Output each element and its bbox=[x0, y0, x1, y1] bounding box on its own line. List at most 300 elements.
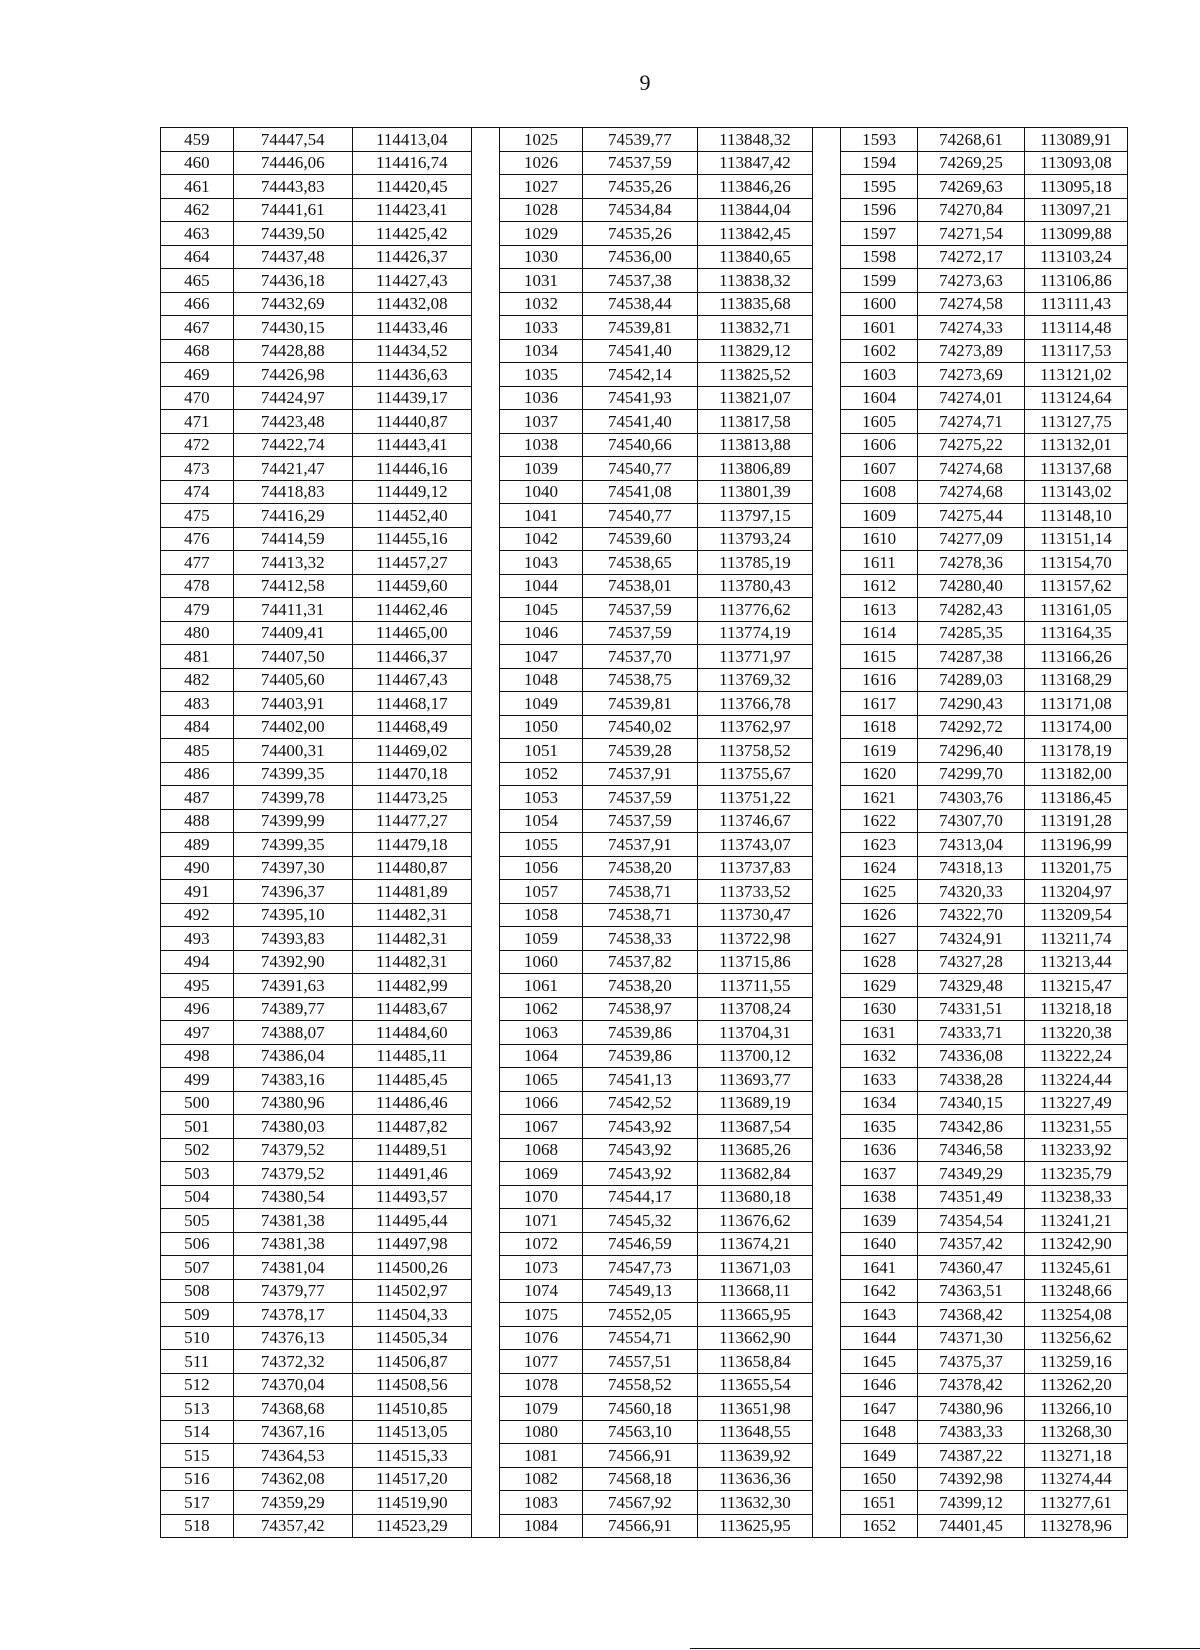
x-coordinate-cell: 74282,43 bbox=[917, 598, 1024, 622]
x-coordinate-cell: 74274,68 bbox=[917, 457, 1024, 481]
x-coordinate-cell: 74274,58 bbox=[917, 292, 1024, 316]
y-coordinate-cell: 114523,29 bbox=[352, 1514, 471, 1538]
y-coordinate-cell: 114485,45 bbox=[352, 1068, 471, 1092]
point-number-cell: 498 bbox=[161, 1044, 234, 1068]
column-gap bbox=[471, 950, 499, 974]
x-coordinate-cell: 74271,54 bbox=[917, 222, 1024, 246]
column-gap bbox=[471, 1326, 499, 1350]
point-number-cell: 504 bbox=[161, 1185, 234, 1209]
x-coordinate-cell: 74277,09 bbox=[917, 527, 1024, 551]
table-row bbox=[161, 128, 1128, 152]
column-gap bbox=[471, 856, 499, 880]
point-number-cell: 1066 bbox=[500, 1091, 583, 1115]
point-number-cell: 1062 bbox=[500, 997, 583, 1021]
point-number-cell: 517 bbox=[161, 1491, 234, 1515]
x-coordinate-cell: 74566,91 bbox=[582, 1444, 697, 1468]
x-coordinate-cell: 74273,63 bbox=[917, 269, 1024, 293]
column-gap bbox=[471, 1091, 499, 1115]
x-coordinate-cell: 74380,96 bbox=[917, 1397, 1024, 1421]
y-coordinate-cell: 114470,18 bbox=[352, 762, 471, 786]
y-coordinate-cell: 113127,75 bbox=[1024, 410, 1127, 434]
point-number-cell: 1593 bbox=[841, 128, 918, 152]
y-coordinate-cell: 113242,90 bbox=[1024, 1232, 1127, 1256]
x-coordinate-cell: 74563,10 bbox=[582, 1420, 697, 1444]
column-gap bbox=[813, 903, 841, 927]
point-number-cell: 1621 bbox=[841, 786, 918, 810]
point-number-cell: 481 bbox=[161, 645, 234, 669]
column-gap bbox=[471, 1044, 499, 1068]
y-coordinate-cell: 113224,44 bbox=[1024, 1068, 1127, 1092]
point-number-cell: 1651 bbox=[841, 1491, 918, 1515]
point-number-cell: 1633 bbox=[841, 1068, 918, 1092]
y-coordinate-cell: 114508,56 bbox=[352, 1373, 471, 1397]
y-coordinate-cell: 113680,18 bbox=[697, 1185, 812, 1209]
y-coordinate-cell: 113271,18 bbox=[1024, 1444, 1127, 1468]
x-coordinate-cell: 74340,15 bbox=[917, 1091, 1024, 1115]
y-coordinate-cell: 113256,62 bbox=[1024, 1326, 1127, 1350]
point-number-cell: 1612 bbox=[841, 574, 918, 598]
column-gap bbox=[471, 128, 499, 152]
column-gap bbox=[813, 621, 841, 645]
point-number-cell: 1045 bbox=[500, 598, 583, 622]
point-number-cell: 486 bbox=[161, 762, 234, 786]
table-row bbox=[161, 363, 1128, 387]
point-number-cell: 1600 bbox=[841, 292, 918, 316]
point-number-cell: 479 bbox=[161, 598, 234, 622]
x-coordinate-cell: 74371,30 bbox=[917, 1326, 1024, 1350]
point-number-cell: 469 bbox=[161, 363, 234, 387]
column-gap bbox=[813, 1420, 841, 1444]
y-coordinate-cell: 114519,90 bbox=[352, 1491, 471, 1515]
x-coordinate-cell: 74383,33 bbox=[917, 1420, 1024, 1444]
column-gap bbox=[813, 1232, 841, 1256]
x-coordinate-cell: 74543,92 bbox=[582, 1162, 697, 1186]
y-coordinate-cell: 113848,32 bbox=[697, 128, 812, 152]
column-gap bbox=[813, 1514, 841, 1538]
x-coordinate-cell: 74387,22 bbox=[917, 1444, 1024, 1468]
point-number-cell: 1631 bbox=[841, 1021, 918, 1045]
column-gap bbox=[471, 1303, 499, 1327]
y-coordinate-cell: 113182,00 bbox=[1024, 762, 1127, 786]
y-coordinate-cell: 113722,98 bbox=[697, 927, 812, 951]
column-gap bbox=[813, 128, 841, 152]
y-coordinate-cell: 114505,34 bbox=[352, 1326, 471, 1350]
x-coordinate-cell: 74278,36 bbox=[917, 551, 1024, 575]
point-number-cell: 1637 bbox=[841, 1162, 918, 1186]
point-number-cell: 1598 bbox=[841, 245, 918, 269]
table-row bbox=[161, 1279, 1128, 1303]
y-coordinate-cell: 113186,45 bbox=[1024, 786, 1127, 810]
x-coordinate-cell: 74432,69 bbox=[233, 292, 352, 316]
point-number-cell: 468 bbox=[161, 339, 234, 363]
y-coordinate-cell: 113099,88 bbox=[1024, 222, 1127, 246]
point-number-cell: 1036 bbox=[500, 386, 583, 410]
y-coordinate-cell: 113755,67 bbox=[697, 762, 812, 786]
y-coordinate-cell: 113268,30 bbox=[1024, 1420, 1127, 1444]
x-coordinate-cell: 74364,53 bbox=[233, 1444, 352, 1468]
y-coordinate-cell: 113097,21 bbox=[1024, 198, 1127, 222]
point-number-cell: 1030 bbox=[500, 245, 583, 269]
x-coordinate-cell: 74401,45 bbox=[917, 1514, 1024, 1538]
column-gap bbox=[813, 880, 841, 904]
page-number: 9 bbox=[639, 70, 651, 95]
x-coordinate-cell: 74299,70 bbox=[917, 762, 1024, 786]
column-gap bbox=[471, 739, 499, 763]
column-gap bbox=[813, 222, 841, 246]
x-coordinate-cell: 74329,48 bbox=[917, 974, 1024, 998]
point-number-cell: 462 bbox=[161, 198, 234, 222]
y-coordinate-cell: 114440,87 bbox=[352, 410, 471, 434]
column-gap bbox=[813, 1209, 841, 1233]
x-coordinate-cell: 74275,44 bbox=[917, 504, 1024, 528]
x-coordinate-cell: 74397,30 bbox=[233, 856, 352, 880]
table-row bbox=[161, 668, 1128, 692]
point-number-cell: 516 bbox=[161, 1467, 234, 1491]
x-coordinate-cell: 74359,29 bbox=[233, 1491, 352, 1515]
point-number-cell: 480 bbox=[161, 621, 234, 645]
point-number-cell: 1597 bbox=[841, 222, 918, 246]
x-coordinate-cell: 74443,83 bbox=[233, 175, 352, 199]
y-coordinate-cell: 113842,45 bbox=[697, 222, 812, 246]
x-coordinate-cell: 74268,61 bbox=[917, 128, 1024, 152]
y-coordinate-cell: 113639,92 bbox=[697, 1444, 812, 1468]
x-coordinate-cell: 74539,86 bbox=[582, 1044, 697, 1068]
column-gap bbox=[813, 316, 841, 340]
point-number-cell: 1051 bbox=[500, 739, 583, 763]
table-row bbox=[161, 410, 1128, 434]
y-coordinate-cell: 113132,01 bbox=[1024, 433, 1127, 457]
y-coordinate-cell: 113806,89 bbox=[697, 457, 812, 481]
table-row bbox=[161, 903, 1128, 927]
y-coordinate-cell: 113665,95 bbox=[697, 1303, 812, 1327]
y-coordinate-cell: 113846,26 bbox=[697, 175, 812, 199]
x-coordinate-cell: 74287,38 bbox=[917, 645, 1024, 669]
point-number-cell: 1646 bbox=[841, 1373, 918, 1397]
point-number-cell: 1630 bbox=[841, 997, 918, 1021]
table-row bbox=[161, 222, 1128, 246]
y-coordinate-cell: 113801,39 bbox=[697, 480, 812, 504]
point-number-cell: 1049 bbox=[500, 692, 583, 716]
column-gap bbox=[471, 245, 499, 269]
x-coordinate-cell: 74399,35 bbox=[233, 833, 352, 857]
x-coordinate-cell: 74413,32 bbox=[233, 551, 352, 575]
point-number-cell: 1624 bbox=[841, 856, 918, 880]
point-number-cell: 499 bbox=[161, 1068, 234, 1092]
point-number-cell: 1608 bbox=[841, 480, 918, 504]
point-number-cell: 476 bbox=[161, 527, 234, 551]
y-coordinate-cell: 113687,54 bbox=[697, 1115, 812, 1139]
x-coordinate-cell: 74274,71 bbox=[917, 410, 1024, 434]
table-row bbox=[161, 927, 1128, 951]
y-coordinate-cell: 113143,02 bbox=[1024, 480, 1127, 504]
column-gap bbox=[813, 433, 841, 457]
point-number-cell: 487 bbox=[161, 786, 234, 810]
point-number-cell: 1028 bbox=[500, 198, 583, 222]
y-coordinate-cell: 114483,67 bbox=[352, 997, 471, 1021]
y-coordinate-cell: 114486,46 bbox=[352, 1091, 471, 1115]
y-coordinate-cell: 113103,24 bbox=[1024, 245, 1127, 269]
column-gap bbox=[471, 457, 499, 481]
x-coordinate-cell: 74289,03 bbox=[917, 668, 1024, 692]
table-row bbox=[161, 316, 1128, 340]
y-coordinate-cell: 114469,02 bbox=[352, 739, 471, 763]
x-coordinate-cell: 74368,42 bbox=[917, 1303, 1024, 1327]
x-coordinate-cell: 74280,40 bbox=[917, 574, 1024, 598]
column-gap bbox=[471, 1232, 499, 1256]
point-number-cell: 1053 bbox=[500, 786, 583, 810]
y-coordinate-cell: 113711,55 bbox=[697, 974, 812, 998]
table-row bbox=[161, 1044, 1128, 1068]
point-number-cell: 1048 bbox=[500, 668, 583, 692]
point-number-cell: 1640 bbox=[841, 1232, 918, 1256]
point-number-cell: 1056 bbox=[500, 856, 583, 880]
point-number-cell: 477 bbox=[161, 551, 234, 575]
x-coordinate-cell: 74534,84 bbox=[582, 198, 697, 222]
x-coordinate-cell: 74541,40 bbox=[582, 339, 697, 363]
column-gap bbox=[813, 739, 841, 763]
y-coordinate-cell: 114432,08 bbox=[352, 292, 471, 316]
column-gap bbox=[813, 786, 841, 810]
y-coordinate-cell: 113632,30 bbox=[697, 1491, 812, 1515]
y-coordinate-cell: 114510,85 bbox=[352, 1397, 471, 1421]
x-coordinate-cell: 74566,91 bbox=[582, 1514, 697, 1538]
x-coordinate-cell: 74357,42 bbox=[233, 1514, 352, 1538]
table-row bbox=[161, 786, 1128, 810]
y-coordinate-cell: 114462,46 bbox=[352, 598, 471, 622]
y-coordinate-cell: 114446,16 bbox=[352, 457, 471, 481]
y-coordinate-cell: 113278,96 bbox=[1024, 1514, 1127, 1538]
y-coordinate-cell: 113211,74 bbox=[1024, 927, 1127, 951]
point-number-cell: 1068 bbox=[500, 1138, 583, 1162]
point-number-cell: 1622 bbox=[841, 809, 918, 833]
x-coordinate-cell: 74395,10 bbox=[233, 903, 352, 927]
column-gap bbox=[471, 480, 499, 504]
point-number-cell: 509 bbox=[161, 1303, 234, 1327]
column-gap bbox=[471, 692, 499, 716]
table-row bbox=[161, 880, 1128, 904]
point-number-cell: 1033 bbox=[500, 316, 583, 340]
table-row bbox=[161, 1068, 1128, 1092]
x-coordinate-cell: 74538,71 bbox=[582, 903, 697, 927]
point-number-cell: 1604 bbox=[841, 386, 918, 410]
point-number-cell: 1058 bbox=[500, 903, 583, 927]
x-coordinate-cell: 74370,04 bbox=[233, 1373, 352, 1397]
x-coordinate-cell: 74381,04 bbox=[233, 1256, 352, 1280]
column-gap bbox=[813, 292, 841, 316]
table-row bbox=[161, 527, 1128, 551]
point-number-cell: 1623 bbox=[841, 833, 918, 857]
y-coordinate-cell: 113733,52 bbox=[697, 880, 812, 904]
point-number-cell: 483 bbox=[161, 692, 234, 716]
x-coordinate-cell: 74357,42 bbox=[917, 1232, 1024, 1256]
column-gap bbox=[471, 621, 499, 645]
column-gap bbox=[813, 1256, 841, 1280]
x-coordinate-cell: 74273,69 bbox=[917, 363, 1024, 387]
x-coordinate-cell: 74416,29 bbox=[233, 504, 352, 528]
x-coordinate-cell: 74275,22 bbox=[917, 433, 1024, 457]
column-gap bbox=[813, 386, 841, 410]
y-coordinate-cell: 113651,98 bbox=[697, 1397, 812, 1421]
column-gap bbox=[471, 715, 499, 739]
y-coordinate-cell: 113774,19 bbox=[697, 621, 812, 645]
y-coordinate-cell: 114500,26 bbox=[352, 1256, 471, 1280]
point-number-cell: 501 bbox=[161, 1115, 234, 1139]
point-number-cell: 512 bbox=[161, 1373, 234, 1397]
point-number-cell: 1632 bbox=[841, 1044, 918, 1068]
x-coordinate-cell: 74541,40 bbox=[582, 410, 697, 434]
y-coordinate-cell: 114489,51 bbox=[352, 1138, 471, 1162]
table-row bbox=[161, 1185, 1128, 1209]
y-coordinate-cell: 113274,44 bbox=[1024, 1467, 1127, 1491]
x-coordinate-cell: 74421,47 bbox=[233, 457, 352, 481]
x-coordinate-cell: 74380,96 bbox=[233, 1091, 352, 1115]
point-number-cell: 1599 bbox=[841, 269, 918, 293]
point-number-cell: 510 bbox=[161, 1326, 234, 1350]
column-gap bbox=[471, 198, 499, 222]
column-gap bbox=[813, 1115, 841, 1139]
column-gap bbox=[813, 1091, 841, 1115]
y-coordinate-cell: 113797,15 bbox=[697, 504, 812, 528]
y-coordinate-cell: 113847,42 bbox=[697, 151, 812, 175]
point-number-cell: 1611 bbox=[841, 551, 918, 575]
y-coordinate-cell: 113704,31 bbox=[697, 1021, 812, 1045]
point-number-cell: 471 bbox=[161, 410, 234, 434]
table-row bbox=[161, 151, 1128, 175]
point-number-cell: 1649 bbox=[841, 1444, 918, 1468]
x-coordinate-cell: 74296,40 bbox=[917, 739, 1024, 763]
x-coordinate-cell: 74430,15 bbox=[233, 316, 352, 340]
point-number-cell: 1059 bbox=[500, 927, 583, 951]
y-coordinate-cell: 113238,33 bbox=[1024, 1185, 1127, 1209]
table-row bbox=[161, 198, 1128, 222]
y-coordinate-cell: 113209,54 bbox=[1024, 903, 1127, 927]
point-number-cell: 1641 bbox=[841, 1256, 918, 1280]
x-coordinate-cell: 74418,83 bbox=[233, 480, 352, 504]
point-number-cell: 485 bbox=[161, 739, 234, 763]
point-number-cell: 1071 bbox=[500, 1209, 583, 1233]
column-gap bbox=[813, 927, 841, 951]
y-coordinate-cell: 113171,08 bbox=[1024, 692, 1127, 716]
x-coordinate-cell: 74538,33 bbox=[582, 927, 697, 951]
point-number-cell: 1079 bbox=[500, 1397, 583, 1421]
point-number-cell: 1070 bbox=[500, 1185, 583, 1209]
point-number-cell: 497 bbox=[161, 1021, 234, 1045]
y-coordinate-cell: 113658,84 bbox=[697, 1350, 812, 1374]
column-gap bbox=[471, 1514, 499, 1538]
y-coordinate-cell: 114467,43 bbox=[352, 668, 471, 692]
footer-rule bbox=[690, 1648, 1200, 1649]
x-coordinate-cell: 74351,49 bbox=[917, 1185, 1024, 1209]
y-coordinate-cell: 113227,49 bbox=[1024, 1091, 1127, 1115]
y-coordinate-cell: 113737,83 bbox=[697, 856, 812, 880]
column-gap bbox=[471, 1444, 499, 1468]
y-coordinate-cell: 114439,17 bbox=[352, 386, 471, 410]
y-coordinate-cell: 113213,44 bbox=[1024, 950, 1127, 974]
table-row bbox=[161, 1444, 1128, 1468]
x-coordinate-cell: 74399,35 bbox=[233, 762, 352, 786]
column-gap bbox=[813, 833, 841, 857]
x-coordinate-cell: 74539,77 bbox=[582, 128, 697, 152]
column-gap bbox=[471, 316, 499, 340]
table-row bbox=[161, 386, 1128, 410]
y-coordinate-cell: 114491,46 bbox=[352, 1162, 471, 1186]
x-coordinate-cell: 74274,33 bbox=[917, 316, 1024, 340]
x-coordinate-cell: 74402,00 bbox=[233, 715, 352, 739]
x-coordinate-cell: 74349,29 bbox=[917, 1162, 1024, 1186]
x-coordinate-cell: 74537,82 bbox=[582, 950, 697, 974]
column-gap bbox=[471, 222, 499, 246]
x-coordinate-cell: 74554,71 bbox=[582, 1326, 697, 1350]
column-gap bbox=[813, 715, 841, 739]
y-coordinate-cell: 114443,41 bbox=[352, 433, 471, 457]
x-coordinate-cell: 74538,44 bbox=[582, 292, 697, 316]
table-row bbox=[161, 809, 1128, 833]
x-coordinate-cell: 74537,59 bbox=[582, 621, 697, 645]
y-coordinate-cell: 114485,11 bbox=[352, 1044, 471, 1068]
y-coordinate-cell: 113164,35 bbox=[1024, 621, 1127, 645]
y-coordinate-cell: 113662,90 bbox=[697, 1326, 812, 1350]
y-coordinate-cell: 113245,61 bbox=[1024, 1256, 1127, 1280]
x-coordinate-cell: 74272,17 bbox=[917, 245, 1024, 269]
x-coordinate-cell: 74557,51 bbox=[582, 1350, 697, 1374]
y-coordinate-cell: 113793,24 bbox=[697, 527, 812, 551]
table-row bbox=[161, 574, 1128, 598]
table-row bbox=[161, 1420, 1128, 1444]
point-number-cell: 1040 bbox=[500, 480, 583, 504]
x-coordinate-cell: 74412,58 bbox=[233, 574, 352, 598]
x-coordinate-cell: 74379,52 bbox=[233, 1138, 352, 1162]
y-coordinate-cell: 114495,44 bbox=[352, 1209, 471, 1233]
point-number-cell: 491 bbox=[161, 880, 234, 904]
column-gap bbox=[471, 551, 499, 575]
y-coordinate-cell: 114515,33 bbox=[352, 1444, 471, 1468]
x-coordinate-cell: 74537,59 bbox=[582, 598, 697, 622]
y-coordinate-cell: 114455,16 bbox=[352, 527, 471, 551]
table-row bbox=[161, 1115, 1128, 1139]
point-number-cell: 494 bbox=[161, 950, 234, 974]
column-gap bbox=[813, 1021, 841, 1045]
y-coordinate-cell: 113277,61 bbox=[1024, 1491, 1127, 1515]
column-gap bbox=[813, 410, 841, 434]
y-coordinate-cell: 113708,24 bbox=[697, 997, 812, 1021]
column-gap bbox=[471, 1373, 499, 1397]
y-coordinate-cell: 113825,52 bbox=[697, 363, 812, 387]
x-coordinate-cell: 74372,32 bbox=[233, 1350, 352, 1374]
point-number-cell: 1628 bbox=[841, 950, 918, 974]
column-gap bbox=[471, 574, 499, 598]
y-coordinate-cell: 114433,46 bbox=[352, 316, 471, 340]
column-gap bbox=[813, 1044, 841, 1068]
x-coordinate-cell: 74409,41 bbox=[233, 621, 352, 645]
y-coordinate-cell: 114482,31 bbox=[352, 927, 471, 951]
column-gap bbox=[813, 198, 841, 222]
y-coordinate-cell: 113168,29 bbox=[1024, 668, 1127, 692]
x-coordinate-cell: 74378,17 bbox=[233, 1303, 352, 1327]
table-row bbox=[161, 1021, 1128, 1045]
y-coordinate-cell: 114482,31 bbox=[352, 950, 471, 974]
point-number-cell: 1647 bbox=[841, 1397, 918, 1421]
column-gap bbox=[471, 504, 499, 528]
column-gap bbox=[471, 1138, 499, 1162]
point-number-cell: 1041 bbox=[500, 504, 583, 528]
x-coordinate-cell: 74426,98 bbox=[233, 363, 352, 387]
x-coordinate-cell: 74290,43 bbox=[917, 692, 1024, 716]
point-number-cell: 1082 bbox=[500, 1467, 583, 1491]
y-coordinate-cell: 113682,84 bbox=[697, 1162, 812, 1186]
column-gap bbox=[471, 292, 499, 316]
point-number-cell: 1063 bbox=[500, 1021, 583, 1045]
y-coordinate-cell: 114452,40 bbox=[352, 504, 471, 528]
